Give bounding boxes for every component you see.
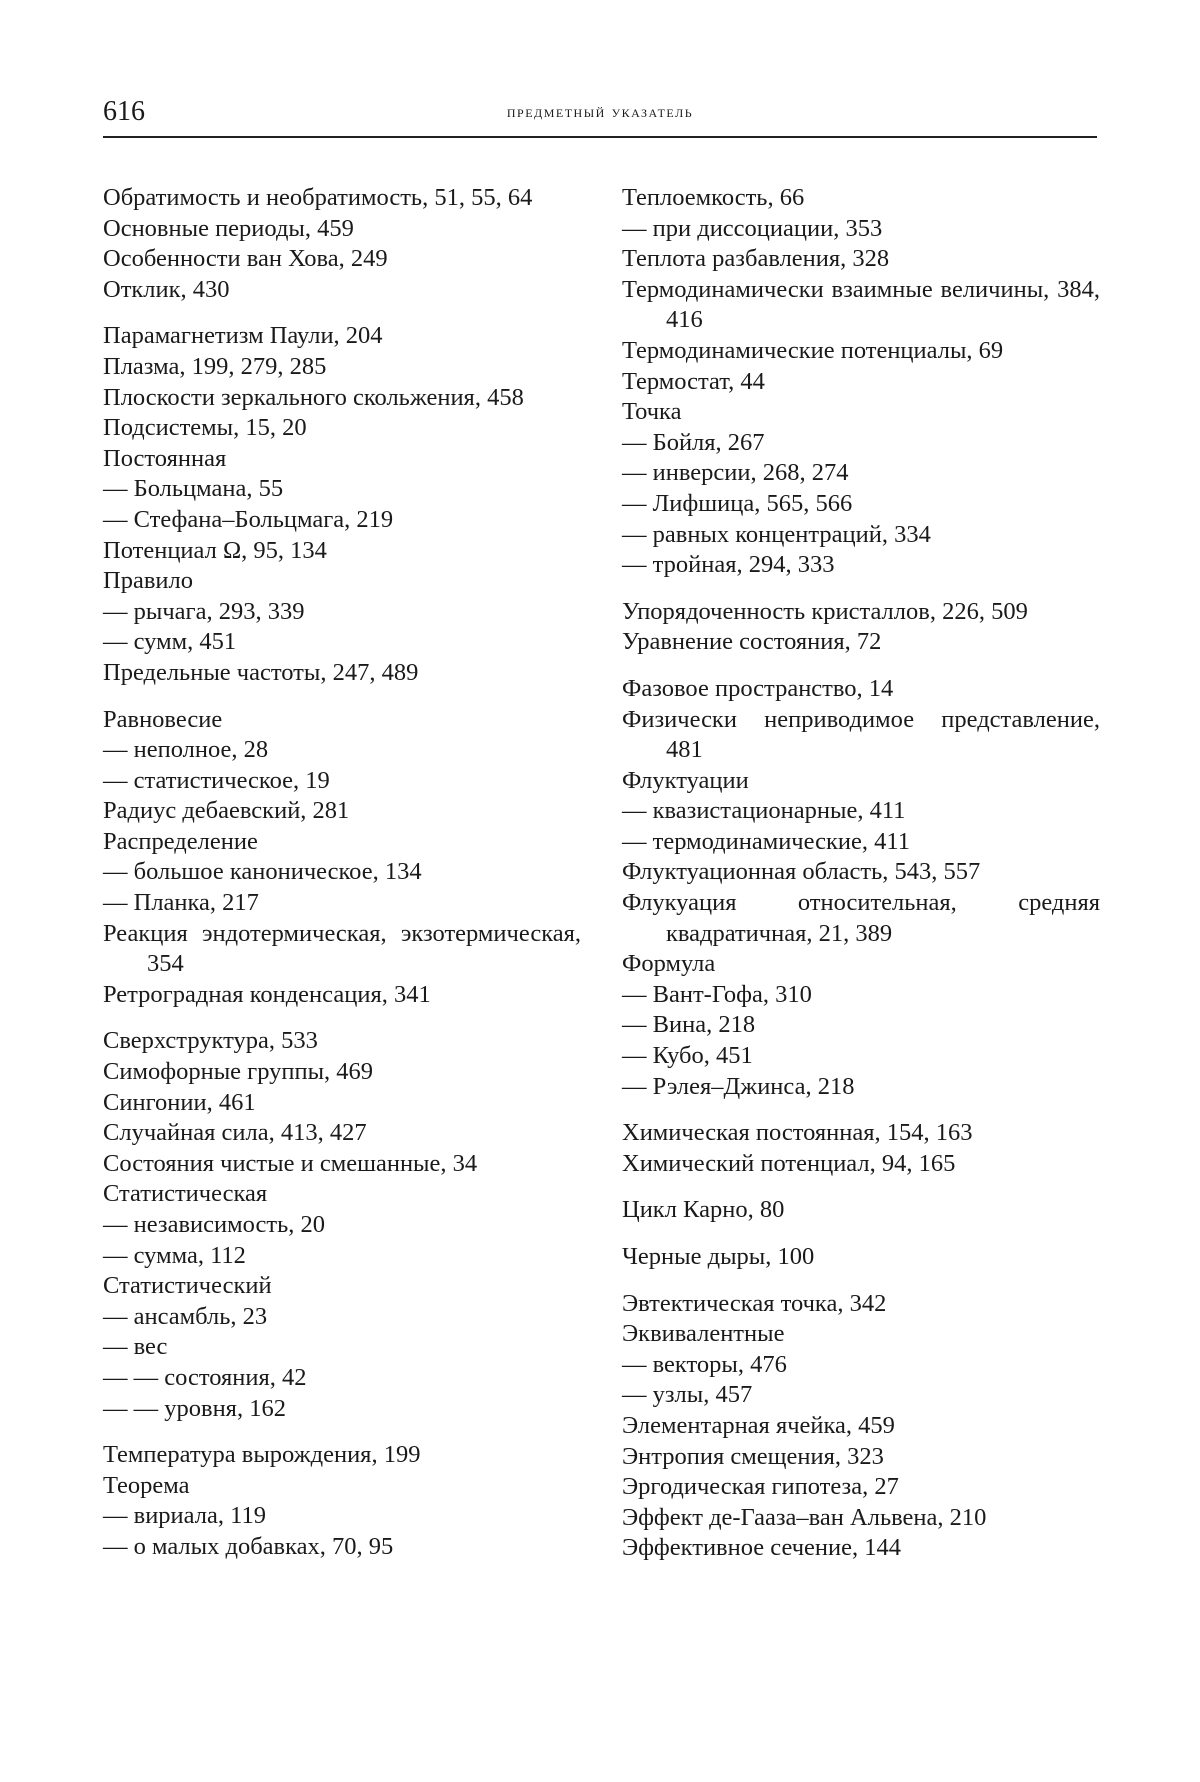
index-entry: Термостат, 44 — [622, 367, 765, 395]
index-entry: Физически неприводимое представление, 481 — [622, 705, 1100, 764]
index-entry: — векторы, 476 — [622, 1350, 787, 1378]
section-gap — [103, 1424, 581, 1440]
index-entry: — Лифшица, 565, 566 — [622, 489, 853, 517]
index-entry: Энтропия смещения, 323 — [622, 1442, 884, 1470]
index-entry: Эвтектическая точка, 342 — [622, 1289, 887, 1317]
index-entry: Химический потенциал, 94, 165 — [622, 1149, 956, 1177]
section-gap — [103, 1010, 581, 1026]
index-column-left — [103, 183, 581, 1563]
index-entry: Статистическая — [103, 1180, 268, 1208]
index-entry: Подсистемы, 15, 20 — [103, 414, 307, 442]
index-entry: Плоскости зеркального скольжения, 458 — [103, 383, 524, 411]
index-entry: Состояния чистые и смешанные, 34 — [103, 1149, 478, 1177]
index-entry: Эффективное сечение, 144 — [622, 1534, 902, 1562]
index-entry: Цикл Карно, 80 — [622, 1196, 785, 1224]
index-entry: — сумм, 451 — [103, 628, 237, 656]
index-entry: — Вант-Гофа, 310 — [622, 980, 812, 1008]
section-gap — [103, 689, 581, 705]
index-entry: Эргодическая гипотеза, 27 — [622, 1473, 899, 1501]
page-header — [103, 96, 1097, 138]
index-entry: Теплота разбавления, 328 — [622, 245, 890, 273]
index-entry: Радиус дебаевский, 281 — [103, 797, 350, 825]
index-entry: Симофорные группы, 469 — [103, 1058, 374, 1086]
index-entry: — квазистационарные, 411 — [622, 797, 906, 825]
index-entry: — независимость, 20 — [103, 1211, 325, 1238]
index-entry: Распределение — [103, 827, 258, 855]
index-entry: — вес — [103, 1333, 168, 1361]
index-entry: — статистическое, 19 — [103, 766, 330, 794]
index-entry: Термодинамические потенциалы, 69 — [622, 336, 1004, 364]
index-entry: — большое каноническое, 134 — [103, 858, 422, 886]
index-entry: Предельные частоты, 247, 489 — [103, 658, 419, 686]
index-entry: — тройная, 294, 333 — [622, 551, 835, 579]
index-entry: Флуктуационная область, 543, 557 — [622, 858, 981, 886]
index-entry: Основные периоды, 459 — [103, 214, 354, 242]
index-entry: — равных концентраций, 334 — [622, 520, 931, 548]
running-title: предметный указатель — [506, 102, 694, 121]
section-gap — [622, 1226, 1100, 1242]
index-entry: — Рэлея–Джинса, 218 — [622, 1072, 855, 1100]
index-entry: Равновесие — [103, 705, 223, 733]
section-gap — [622, 581, 1100, 597]
section-gap — [103, 305, 581, 321]
index-entry: — Кубо, 451 — [622, 1042, 753, 1070]
index-entry: Эквивалентные — [622, 1320, 785, 1348]
index-entry: Флукуация относительная, средняя квадратичная, 21, 389 — [622, 889, 1100, 947]
index-entry: Отклик, 430 — [103, 275, 230, 303]
index-entry: Точка — [622, 398, 682, 426]
index-entry: Флуктуации — [622, 766, 749, 794]
index-entry: — — уровня, 162 — [103, 1394, 286, 1422]
index-entry: — Планка, 217 — [103, 889, 259, 917]
index-entry: Эффект де-Гааза–ван Альвена, 210 — [622, 1503, 987, 1531]
index-entry: — — состояния, 42 — [103, 1363, 307, 1391]
index-entry: Парамагнетизм Паули, 204 — [103, 322, 383, 350]
index-entry: — Больцмана, 55 — [103, 475, 284, 503]
index-entry: Теплоемкость, 66 — [622, 184, 805, 211]
index-entry: — инверсии, 268, 274 — [622, 459, 849, 487]
section-gap — [622, 1102, 1100, 1118]
section-gap — [622, 1179, 1100, 1195]
index-entry: Фазовое пространство, 14 — [622, 674, 894, 702]
section-gap — [622, 658, 1100, 674]
index-entry: Формула — [622, 950, 716, 978]
index-entry: Сингонии, 461 — [103, 1088, 256, 1116]
index-entry: — термодинамические, 411 — [622, 827, 910, 855]
index-entry: Температура вырождения, 199 — [103, 1441, 421, 1469]
index-entry: Потенциал Ω, 95, 134 — [103, 536, 327, 564]
index-entry: Реакция эндотермическая, экзотермическая, 354 — [103, 919, 581, 978]
index-entry: Ретроградная конденсация, 341 — [103, 980, 431, 1008]
section-gap — [622, 1273, 1100, 1289]
index-entry: — сумма, 112 — [103, 1241, 246, 1269]
index-entry: Плазма, 199, 279, 285 — [103, 352, 327, 380]
index-entry: — рычага, 293, 339 — [103, 597, 305, 625]
index-entry: — Вина, 218 — [622, 1011, 756, 1039]
index-entry: Упорядоченность кристаллов, 226, 509 — [622, 597, 1028, 625]
index-column-right — [622, 183, 1100, 1564]
index-entry: Термодинамически взаимные величины, 384, 416 — [622, 275, 1100, 334]
index-entry: Химическая постоянная, 154, 163 — [622, 1119, 973, 1147]
index-entry: Статистический — [103, 1272, 272, 1300]
index-entry: Теорема — [103, 1471, 190, 1499]
index-entry: Особенности ван Хова, 249 — [103, 245, 388, 273]
index-entry: Черные дыры, 100 — [622, 1243, 815, 1270]
index-entry: Элементарная ячейка, 459 — [622, 1411, 895, 1439]
index-entry: — ансамбль, 23 — [103, 1302, 268, 1330]
index-entry: — узлы, 457 — [622, 1381, 753, 1409]
index-entry: Обратимость и необратимость, 51, 55, 64 — [103, 184, 533, 211]
index-entry: — вириала, 119 — [103, 1502, 266, 1530]
index-entry: Случайная сила, 413, 427 — [103, 1119, 367, 1147]
index-entry: Уравнение состояния, 72 — [622, 628, 882, 656]
index-entry: — о малых добавках, 70, 95 — [103, 1532, 394, 1560]
index-entry: Постоянная — [103, 444, 227, 472]
page-number: 616 — [103, 96, 145, 127]
index-entry: — при диссоциации, 353 — [622, 214, 883, 242]
index-entry: Правило — [103, 567, 193, 595]
index-entry: — Бойля, 267 — [622, 428, 765, 456]
index-entry: Сверхструктура, 533 — [103, 1027, 318, 1055]
index-entry: — Стефана–Больцмага, 219 — [103, 505, 394, 533]
index-entry: — неполное, 28 — [103, 736, 269, 764]
